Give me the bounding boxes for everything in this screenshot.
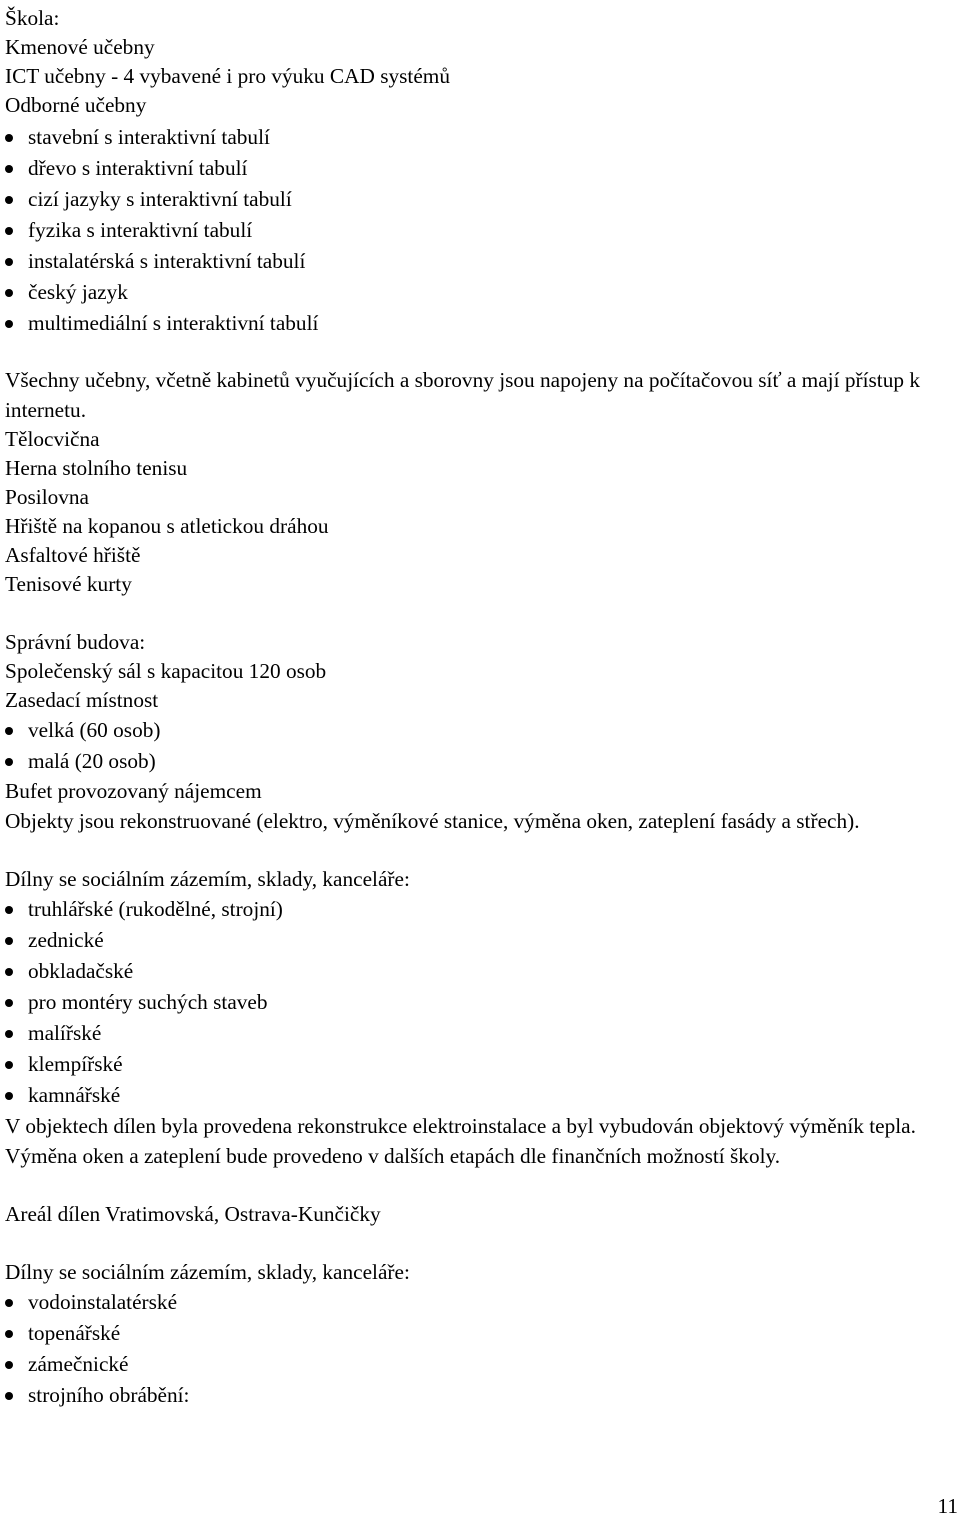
spacer bbox=[5, 339, 953, 365]
list-item: klempířské bbox=[5, 1049, 953, 1080]
bullet-icon bbox=[5, 227, 13, 235]
workshops-list bbox=[5, 894, 953, 1111]
bullet-icon bbox=[5, 258, 13, 266]
document-page bbox=[5, 4, 953, 1411]
admin-meeting-room: Zasedací místnost bbox=[5, 688, 159, 712]
facility-football-pitch: Hřiště na kopanou s atletickou dráhou bbox=[5, 514, 329, 538]
school-heading: Škola: bbox=[5, 6, 60, 30]
admin-hall: Společenský sál s kapacitou 120 osob bbox=[5, 659, 327, 683]
bullet-icon bbox=[5, 1330, 13, 1338]
list-item: malá (20 osob) bbox=[5, 746, 953, 777]
list-item: vodoinstalatérské bbox=[5, 1287, 953, 1318]
list-item: pro montéry suchých staveb bbox=[5, 987, 953, 1018]
bullet-icon bbox=[5, 758, 13, 766]
meeting-room-list bbox=[5, 715, 953, 777]
list-item: cizí jazyky s interaktivní tabulí bbox=[5, 184, 953, 215]
list-item: kamnářské bbox=[5, 1080, 953, 1111]
workshops2-heading: Dílny se sociálním zázemím, sklady, kanceláře: bbox=[5, 1260, 410, 1284]
bullet-icon bbox=[5, 1299, 13, 1307]
facility-weight-room: Posilovna bbox=[5, 485, 90, 509]
facility-asphalt-court: Asfaltové hřiště bbox=[5, 543, 141, 567]
school-line-ict: ICT učebny - 4 vybavené i pro výuku CAD systémů bbox=[5, 64, 450, 88]
bullet-icon bbox=[5, 134, 13, 142]
facility-gym: Tělocvična bbox=[5, 427, 100, 451]
list-item: zámečnické bbox=[5, 1349, 953, 1380]
bullet-icon bbox=[5, 727, 13, 735]
workshops2-list bbox=[5, 1287, 953, 1411]
list-item: velká (60 osob) bbox=[5, 715, 953, 746]
bullet-icon bbox=[5, 1361, 13, 1369]
admin-buffet: Bufet provozovaný nájemcem bbox=[5, 779, 262, 803]
bullet-icon bbox=[5, 1061, 13, 1069]
admin-note: Objekty jsou rekonstruované (elektro, výměníkové stanice, výměna oken, zateplení fasády a střech). bbox=[5, 809, 860, 833]
specialized-classrooms-list bbox=[5, 122, 953, 339]
list-item: obkladačské bbox=[5, 956, 953, 987]
workshops-note: V objektech dílen byla provedena rekonstrukce elektroinstalace a byl vybudován objektový výměník tepla. Výměna oken a zateplení bude provedeno v dalších etapách dle finančních možností školy. bbox=[5, 1114, 916, 1168]
bullet-icon bbox=[5, 906, 13, 914]
bullet-icon bbox=[5, 1392, 13, 1400]
list-item: zednické bbox=[5, 925, 953, 956]
bullet-icon bbox=[5, 320, 13, 328]
spacer bbox=[5, 599, 953, 628]
spacer bbox=[5, 1171, 953, 1200]
list-item: stavební s interaktivní tabulí bbox=[5, 122, 953, 153]
bullet-icon bbox=[5, 1030, 13, 1038]
school-line-classrooms: Kmenové učebny bbox=[5, 35, 155, 59]
admin-heading: Správní budova: bbox=[5, 630, 146, 654]
school-line-specialized: Odborné učebny bbox=[5, 93, 147, 117]
workshops-heading: Dílny se sociálním zázemím, sklady, kanceláře: bbox=[5, 867, 410, 891]
bullet-icon bbox=[5, 289, 13, 297]
list-item: multimediální s interaktivní tabulí bbox=[5, 308, 953, 339]
list-item: instalatérská s interaktivní tabulí bbox=[5, 246, 953, 277]
facility-tennis-courts: Tenisové kurty bbox=[5, 572, 132, 596]
list-item: dřevo s interaktivní tabulí bbox=[5, 153, 953, 184]
network-note: Všechny učebny, včetně kabinetů vyučujících a sborovny jsou napojeny na počítačovou síť a mají přístup k internetu. bbox=[5, 368, 920, 422]
list-item: truhlářské (rukodělné, strojní) bbox=[5, 894, 953, 925]
list-item: český jazyk bbox=[5, 277, 953, 308]
bullet-icon bbox=[5, 999, 13, 1007]
list-item: fyzika s interaktivní tabulí bbox=[5, 215, 953, 246]
spacer bbox=[5, 1229, 953, 1258]
bullet-icon bbox=[5, 1092, 13, 1100]
list-item: malířské bbox=[5, 1018, 953, 1049]
area-heading: Areál dílen Vratimovská, Ostrava-Kunčičky bbox=[5, 1202, 381, 1226]
facility-table-tennis: Herna stolního tenisu bbox=[5, 456, 188, 480]
spacer bbox=[5, 836, 953, 865]
page-number: 11 bbox=[937, 1494, 958, 1518]
bullet-icon bbox=[5, 165, 13, 173]
bullet-icon bbox=[5, 937, 13, 945]
bullet-icon bbox=[5, 968, 13, 976]
list-item: topenářské bbox=[5, 1318, 953, 1349]
bullet-icon bbox=[5, 196, 13, 204]
list-item: strojního obrábění: bbox=[5, 1380, 953, 1411]
